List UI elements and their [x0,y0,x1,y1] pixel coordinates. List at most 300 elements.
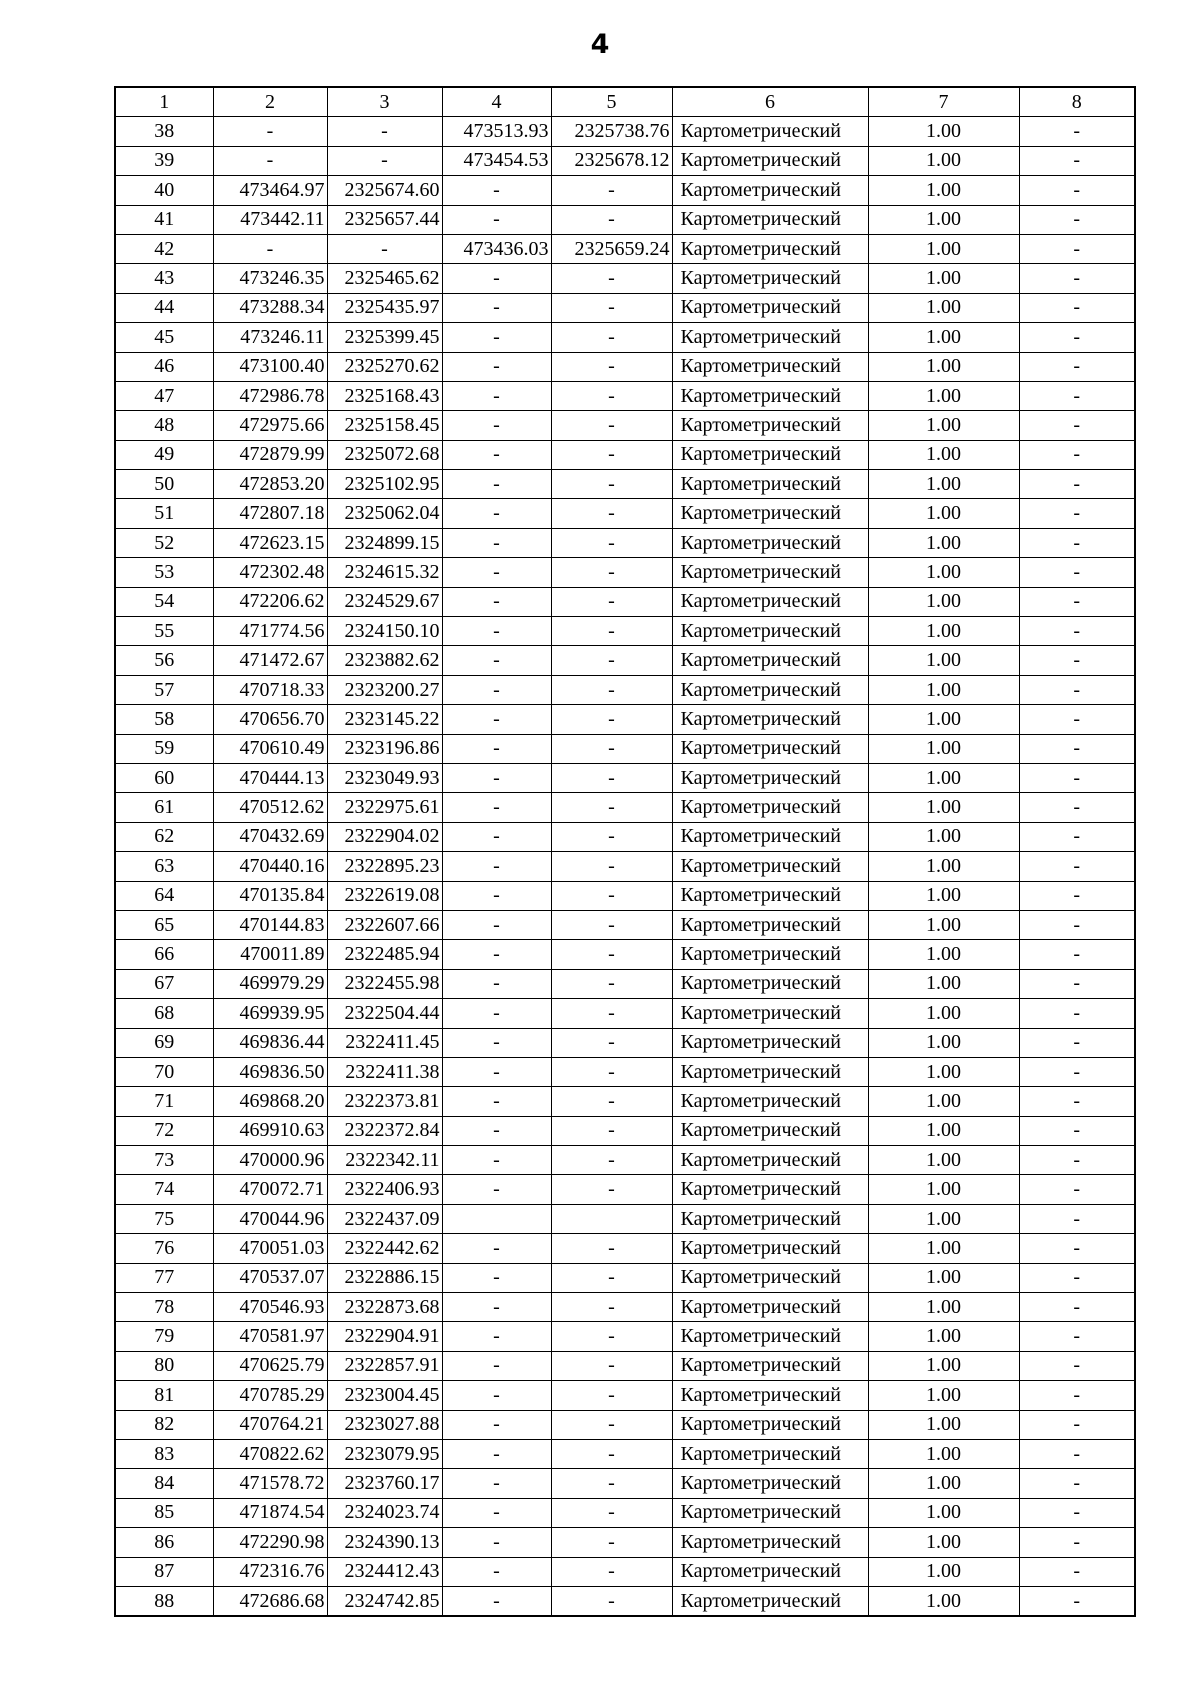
cell-accuracy: 1.00 [868,1204,1019,1233]
cell-note: - [1019,969,1135,998]
cell-x-coordinate: 470822.62 [213,1439,327,1468]
cell-y-coordinate-alt: - [551,1322,672,1351]
cell-y-coordinate: - [327,146,442,175]
table-row [115,1351,1135,1380]
cell-method: Картометрический [672,969,868,998]
cell-method: Картометрический [672,234,868,263]
cell-x-coordinate: - [213,146,327,175]
table-row [115,852,1135,881]
cell-x-coordinate-alt: - [442,587,551,616]
cell-y-coordinate-alt: - [551,558,672,587]
table-row [115,381,1135,410]
cell-x-coordinate-alt: - [442,1322,551,1351]
cell-x-coordinate-alt: 473454.53 [442,146,551,175]
cell-x-coordinate: 470546.93 [213,1293,327,1322]
table-row [115,1586,1135,1616]
cell-method: Картометрический [672,705,868,734]
cell-y-coordinate: 2322411.45 [327,1028,442,1057]
cell-point-number: 81 [115,1381,213,1410]
cell-note: - [1019,558,1135,587]
cell-y-coordinate-alt: - [551,1557,672,1586]
cell-y-coordinate: 2322442.62 [327,1234,442,1263]
cell-method: Картометрический [672,264,868,293]
cell-accuracy: 1.00 [868,117,1019,146]
cell-y-coordinate-alt: - [551,528,672,557]
cell-note: - [1019,323,1135,352]
cell-note: - [1019,617,1135,646]
cell-note: - [1019,1351,1135,1380]
cell-y-coordinate-alt: - [551,940,672,969]
cell-point-number: 50 [115,470,213,499]
cell-note: - [1019,1146,1135,1175]
cell-accuracy: 1.00 [868,617,1019,646]
cell-x-coordinate: 469910.63 [213,1116,327,1145]
table-row [115,1204,1135,1233]
cell-method: Картометрический [672,1116,868,1145]
table-row [115,969,1135,998]
cell-accuracy: 1.00 [868,1116,1019,1145]
cell-y-coordinate-alt: - [551,1586,672,1616]
cell-y-coordinate-alt: - [551,470,672,499]
cell-x-coordinate: 469836.50 [213,1057,327,1086]
cell-x-coordinate: 470432.69 [213,822,327,851]
cell-method: Картометрический [672,1557,868,1586]
cell-point-number: 48 [115,411,213,440]
cell-x-coordinate: 472316.76 [213,1557,327,1586]
cell-method: Картометрический [672,587,868,616]
cell-method: Картометрический [672,411,868,440]
cell-point-number: 52 [115,528,213,557]
cell-method: Картометрический [672,205,868,234]
cell-x-coordinate: 472206.62 [213,587,327,616]
cell-x-coordinate: 470135.84 [213,881,327,910]
cell-accuracy: 1.00 [868,910,1019,939]
cell-y-coordinate: 2323049.93 [327,763,442,792]
cell-accuracy: 1.00 [868,1175,1019,1204]
cell-y-coordinate-alt: - [551,763,672,792]
cell-method: Картометрический [672,1293,868,1322]
cell-y-coordinate: 2325102.95 [327,470,442,499]
cell-y-coordinate: 2325072.68 [327,440,442,469]
cell-y-coordinate: 2322895.23 [327,852,442,881]
table-row [115,910,1135,939]
cell-y-coordinate-alt: - [551,499,672,528]
cell-x-coordinate: 471578.72 [213,1469,327,1498]
cell-method: Картометрический [672,470,868,499]
table-row [115,1263,1135,1292]
cell-y-coordinate-alt: - [551,1351,672,1380]
cell-method: Картометрический [672,675,868,704]
cell-accuracy: 1.00 [868,852,1019,881]
page-number: 4 [590,29,610,60]
cell-x-coordinate-alt [442,1204,551,1233]
cell-note: - [1019,822,1135,851]
column-header: 5 [551,87,672,117]
cell-point-number: 66 [115,940,213,969]
cell-point-number: 60 [115,763,213,792]
cell-y-coordinate-alt: - [551,205,672,234]
cell-y-coordinate: 2323027.88 [327,1410,442,1439]
cell-x-coordinate: 472686.68 [213,1586,327,1616]
cell-point-number: 56 [115,646,213,675]
cell-note: - [1019,763,1135,792]
cell-accuracy: 1.00 [868,1234,1019,1263]
cell-note: - [1019,117,1135,146]
cell-accuracy: 1.00 [868,1351,1019,1380]
cell-note: - [1019,1116,1135,1145]
cell-x-coordinate: 471774.56 [213,617,327,646]
cell-method: Картометрический [672,117,868,146]
cell-y-coordinate: 2322455.98 [327,969,442,998]
cell-x-coordinate-alt: 473436.03 [442,234,551,263]
cell-accuracy: 1.00 [868,1410,1019,1439]
cell-x-coordinate: 470656.70 [213,705,327,734]
cell-y-coordinate: 2322406.93 [327,1175,442,1204]
cell-accuracy: 1.00 [868,146,1019,175]
cell-y-coordinate: 2322607.66 [327,910,442,939]
cell-accuracy: 1.00 [868,1322,1019,1351]
cell-y-coordinate-alt: - [551,440,672,469]
cell-x-coordinate-alt: - [442,1234,551,1263]
cell-method: Картометрический [672,822,868,851]
cell-x-coordinate: 470512.62 [213,793,327,822]
cell-y-coordinate: 2325399.45 [327,323,442,352]
table-row [115,440,1135,469]
cell-y-coordinate-alt: - [551,1498,672,1527]
cell-accuracy: 1.00 [868,999,1019,1028]
cell-x-coordinate-alt: - [442,1116,551,1145]
cell-note: - [1019,1586,1135,1616]
cell-method: Картометрический [672,852,868,881]
table-row [115,1057,1135,1086]
cell-accuracy: 1.00 [868,176,1019,205]
table-row [115,1175,1135,1204]
cell-point-number: 84 [115,1469,213,1498]
cell-point-number: 71 [115,1087,213,1116]
cell-note: - [1019,910,1135,939]
cell-accuracy: 1.00 [868,822,1019,851]
cell-note: - [1019,852,1135,881]
cell-note: - [1019,411,1135,440]
cell-method: Картометрический [672,999,868,1028]
cell-x-coordinate: 473442.11 [213,205,327,234]
cell-point-number: 88 [115,1586,213,1616]
cell-x-coordinate-alt: - [442,499,551,528]
cell-x-coordinate-alt: - [442,999,551,1028]
cell-x-coordinate-alt: - [442,1528,551,1557]
cell-point-number: 49 [115,440,213,469]
cell-accuracy: 1.00 [868,499,1019,528]
cell-y-coordinate-alt: - [551,705,672,734]
cell-note: - [1019,675,1135,704]
cell-x-coordinate: 470785.29 [213,1381,327,1410]
cell-x-coordinate-alt: - [442,1293,551,1322]
cell-y-coordinate: 2323200.27 [327,675,442,704]
table-row [115,470,1135,499]
cell-accuracy: 1.00 [868,411,1019,440]
cell-method: Картометрический [672,323,868,352]
cell-y-coordinate-alt: - [551,1381,672,1410]
table-row [115,763,1135,792]
table-row [115,205,1135,234]
cell-y-coordinate-alt: - [551,1146,672,1175]
cell-point-number: 54 [115,587,213,616]
table-row [115,940,1135,969]
cell-note: - [1019,205,1135,234]
cell-accuracy: 1.00 [868,793,1019,822]
cell-x-coordinate: 472975.66 [213,411,327,440]
cell-x-coordinate-alt: - [442,852,551,881]
cell-method: Картометрический [672,1439,868,1468]
cell-x-coordinate-alt: - [442,881,551,910]
cell-y-coordinate: 2323145.22 [327,705,442,734]
cell-y-coordinate: 2325435.97 [327,293,442,322]
cell-method: Картометрический [672,1351,868,1380]
cell-note: - [1019,1498,1135,1527]
cell-method: Картометрический [672,528,868,557]
cell-accuracy: 1.00 [868,1469,1019,1498]
cell-x-coordinate: 473246.11 [213,323,327,352]
column-header: 6 [672,87,868,117]
cell-accuracy: 1.00 [868,293,1019,322]
cell-x-coordinate-alt: - [442,1586,551,1616]
cell-y-coordinate: 2325270.62 [327,352,442,381]
table-row [115,1381,1135,1410]
cell-note: - [1019,176,1135,205]
cell-method: Картометрический [672,558,868,587]
cell-point-number: 58 [115,705,213,734]
cell-x-coordinate: - [213,234,327,263]
cell-y-coordinate-alt [551,1204,672,1233]
cell-y-coordinate-alt: - [551,176,672,205]
cell-accuracy: 1.00 [868,969,1019,998]
cell-x-coordinate: 473464.97 [213,176,327,205]
cell-note: - [1019,1057,1135,1086]
cell-note: - [1019,1439,1135,1468]
cell-point-number: 79 [115,1322,213,1351]
cell-note: - [1019,381,1135,410]
cell-y-coordinate-alt: - [551,1087,672,1116]
cell-accuracy: 1.00 [868,558,1019,587]
cell-accuracy: 1.00 [868,1557,1019,1586]
coordinates-table [114,86,1136,1617]
cell-x-coordinate-alt: - [442,734,551,763]
cell-accuracy: 1.00 [868,940,1019,969]
cell-accuracy: 1.00 [868,1293,1019,1322]
cell-point-number: 85 [115,1498,213,1527]
cell-y-coordinate: 2324150.10 [327,617,442,646]
cell-note: - [1019,1234,1135,1263]
cell-point-number: 61 [115,793,213,822]
cell-y-coordinate: 2322904.91 [327,1322,442,1351]
cell-y-coordinate: 2323196.86 [327,734,442,763]
cell-x-coordinate-alt: - [442,1469,551,1498]
cell-method: Картометрический [672,1057,868,1086]
cell-point-number: 70 [115,1057,213,1086]
cell-x-coordinate: 470144.83 [213,910,327,939]
cell-accuracy: 1.00 [868,1381,1019,1410]
cell-accuracy: 1.00 [868,1057,1019,1086]
cell-x-coordinate-alt: - [442,1498,551,1527]
cell-note: - [1019,1028,1135,1057]
cell-method: Картометрический [672,1528,868,1557]
cell-x-coordinate-alt: - [442,969,551,998]
cell-y-coordinate-alt: - [551,910,672,939]
cell-y-coordinate-alt: - [551,1028,672,1057]
cell-note: - [1019,234,1135,263]
cell-x-coordinate: 470000.96 [213,1146,327,1175]
column-header: 1 [115,87,213,117]
cell-method: Картометрический [672,1234,868,1263]
cell-y-coordinate: 2325465.62 [327,264,442,293]
cell-method: Картометрический [672,1028,868,1057]
cell-x-coordinate: 473100.40 [213,352,327,381]
cell-y-coordinate: 2325168.43 [327,381,442,410]
cell-point-number: 42 [115,234,213,263]
cell-note: - [1019,264,1135,293]
cell-x-coordinate-alt: - [442,1410,551,1439]
table-body [115,117,1135,1616]
table-header [115,87,1135,117]
cell-note: - [1019,646,1135,675]
cell-method: Картометрический [672,352,868,381]
cell-note: - [1019,1557,1135,1586]
cell-x-coordinate-alt: - [442,440,551,469]
cell-accuracy: 1.00 [868,881,1019,910]
cell-y-coordinate: 2322372.84 [327,1116,442,1145]
cell-x-coordinate-alt: 473513.93 [442,117,551,146]
cell-y-coordinate-alt: - [551,323,672,352]
cell-method: Картометрический [672,1381,868,1410]
table-row [115,705,1135,734]
cell-method: Картометрический [672,1204,868,1233]
cell-accuracy: 1.00 [868,234,1019,263]
cell-note: - [1019,352,1135,381]
cell-point-number: 74 [115,1175,213,1204]
cell-point-number: 55 [115,617,213,646]
cell-point-number: 53 [115,558,213,587]
cell-x-coordinate: 470718.33 [213,675,327,704]
cell-y-coordinate-alt: - [551,646,672,675]
cell-method: Картометрический [672,1410,868,1439]
cell-x-coordinate: 469979.29 [213,969,327,998]
cell-x-coordinate: 469868.20 [213,1087,327,1116]
cell-method: Картометрический [672,1087,868,1116]
cell-x-coordinate: 472623.15 [213,528,327,557]
table-row [115,881,1135,910]
cell-y-coordinate-alt: - [551,617,672,646]
cell-y-coordinate: 2323760.17 [327,1469,442,1498]
cell-y-coordinate-alt: - [551,1528,672,1557]
cell-point-number: 46 [115,352,213,381]
cell-point-number: 63 [115,852,213,881]
cell-note: - [1019,940,1135,969]
cell-point-number: 62 [115,822,213,851]
cell-accuracy: 1.00 [868,1028,1019,1057]
cell-x-coordinate-alt: - [442,205,551,234]
cell-y-coordinate: - [327,117,442,146]
cell-y-coordinate: 2322411.38 [327,1057,442,1086]
cell-x-coordinate-alt: - [442,528,551,557]
cell-method: Картометрический [672,1175,868,1204]
cell-y-coordinate-alt: - [551,1234,672,1263]
cell-y-coordinate: 2324412.43 [327,1557,442,1586]
cell-y-coordinate: - [327,234,442,263]
cell-note: - [1019,881,1135,910]
cell-point-number: 64 [115,881,213,910]
cell-note: - [1019,999,1135,1028]
cell-point-number: 86 [115,1528,213,1557]
cell-note: - [1019,293,1135,322]
cell-note: - [1019,499,1135,528]
cell-y-coordinate: 2323079.95 [327,1439,442,1468]
cell-point-number: 69 [115,1028,213,1057]
cell-method: Картометрический [672,293,868,322]
cell-x-coordinate: 470764.21 [213,1410,327,1439]
cell-note: - [1019,1528,1135,1557]
table-row [115,1557,1135,1586]
cell-accuracy: 1.00 [868,470,1019,499]
cell-x-coordinate-alt: - [442,1057,551,1086]
cell-method: Картометрический [672,617,868,646]
cell-note: - [1019,734,1135,763]
cell-y-coordinate-alt: - [551,675,672,704]
cell-x-coordinate-alt: - [442,323,551,352]
cell-note: - [1019,440,1135,469]
table-row [115,646,1135,675]
cell-note: - [1019,1381,1135,1410]
cell-point-number: 43 [115,264,213,293]
cell-note: - [1019,1293,1135,1322]
cell-y-coordinate-alt: - [551,793,672,822]
cell-accuracy: 1.00 [868,264,1019,293]
cell-point-number: 65 [115,910,213,939]
table-row [115,1439,1135,1468]
table-row [115,499,1135,528]
cell-y-coordinate: 2322485.94 [327,940,442,969]
cell-x-coordinate-alt: - [442,1557,551,1586]
cell-method: Картометрический [672,940,868,969]
cell-accuracy: 1.00 [868,440,1019,469]
table-row [115,528,1135,557]
cell-y-coordinate-alt: - [551,852,672,881]
cell-method: Картометрический [672,1586,868,1616]
cell-y-coordinate-alt: - [551,881,672,910]
cell-accuracy: 1.00 [868,646,1019,675]
cell-y-coordinate-alt: - [551,264,672,293]
cell-point-number: 67 [115,969,213,998]
cell-x-coordinate: - [213,117,327,146]
cell-note: - [1019,587,1135,616]
cell-note: - [1019,1175,1135,1204]
cell-x-coordinate-alt: - [442,793,551,822]
table-row [115,558,1135,587]
cell-note: - [1019,1087,1135,1116]
cell-y-coordinate-alt: - [551,1410,672,1439]
cell-point-number: 82 [115,1410,213,1439]
cell-y-coordinate: 2324742.85 [327,1586,442,1616]
cell-x-coordinate-alt: - [442,1028,551,1057]
cell-x-coordinate-alt: - [442,1351,551,1380]
cell-x-coordinate-alt: - [442,176,551,205]
cell-accuracy: 1.00 [868,323,1019,352]
table-row [115,1410,1135,1439]
cell-point-number: 72 [115,1116,213,1145]
table-row [115,1087,1135,1116]
cell-x-coordinate: 471472.67 [213,646,327,675]
cell-x-coordinate-alt: - [442,352,551,381]
table-row [115,587,1135,616]
